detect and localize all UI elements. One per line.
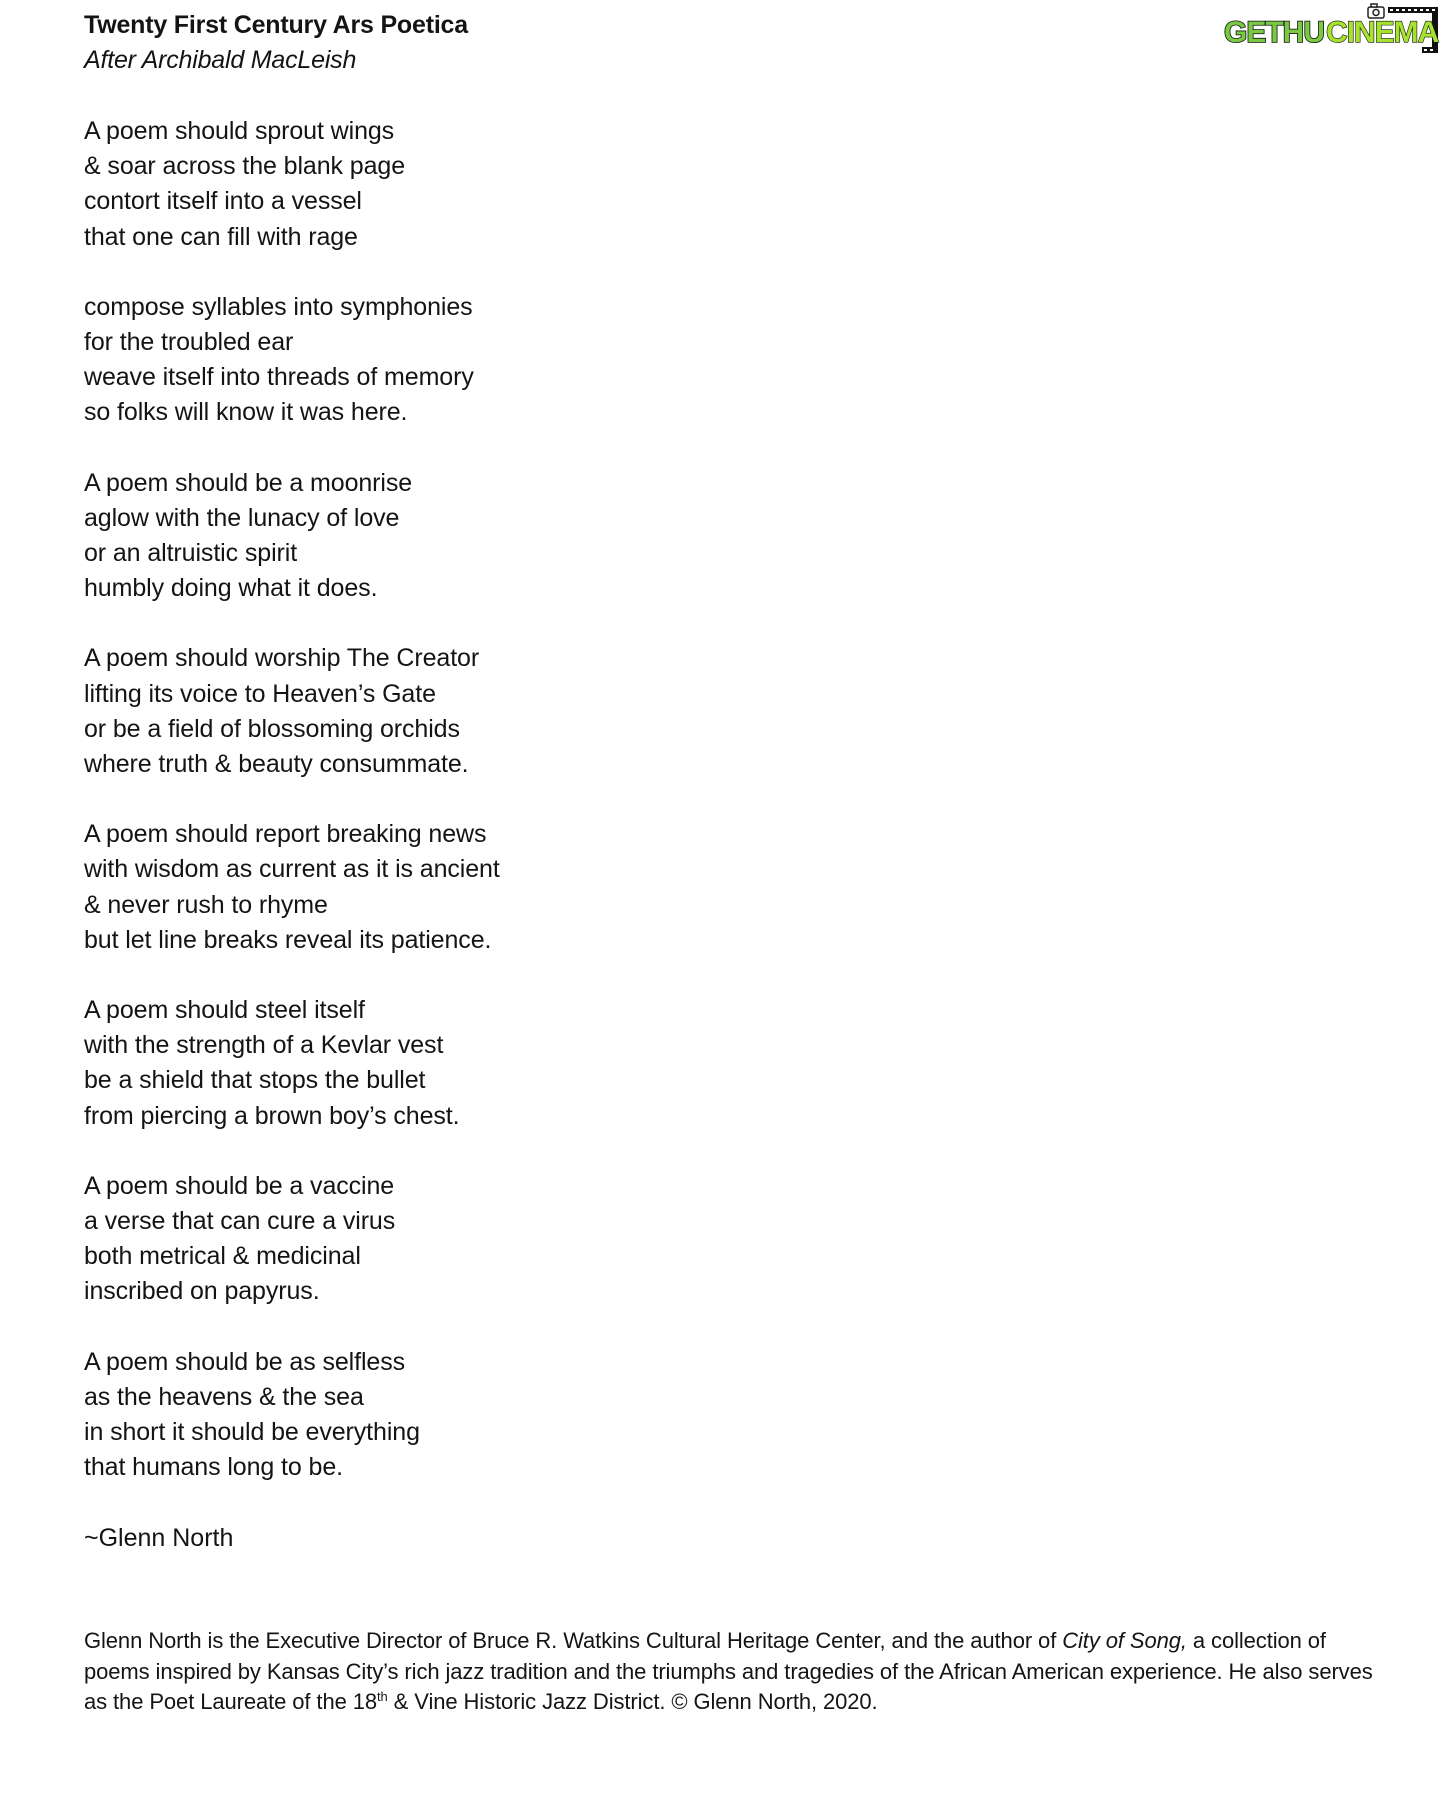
bio-superscript: th xyxy=(377,1689,388,1704)
bio-text-part3: & Vine Historic Jazz District. © Glenn North, 2020. xyxy=(387,1689,878,1714)
poem-line: both metrical & medicinal xyxy=(84,1242,361,1271)
poem-line: humbly doing what it does. xyxy=(84,574,378,603)
poem-line: or be a field of blossoming orchids xyxy=(84,714,460,743)
poem-line: contort itself into a vessel xyxy=(84,187,362,216)
poem-line: A poem should be a moonrise xyxy=(84,468,413,497)
poem-line: be a shield that stops the bullet xyxy=(84,1066,426,1095)
poem-line: in short it should be everything xyxy=(84,1418,420,1447)
poem-stanza xyxy=(84,1345,500,1486)
poem-subtitle: After Archibald MacLeish xyxy=(84,46,357,74)
poem-line: so folks will know it was here. xyxy=(84,398,408,427)
poem-line: that one can fill with rage xyxy=(84,222,358,251)
poem-line: & never rush to rhyme xyxy=(84,890,328,919)
poem-line: A poem should be as selfless xyxy=(84,1347,406,1376)
poem-line: aglow with the lunacy of love xyxy=(84,503,400,532)
logo-text-right: CINEMA xyxy=(1326,16,1439,49)
poem-line: for the troubled ear xyxy=(84,328,294,357)
poem-line: & soar across the blank page xyxy=(84,152,406,181)
poem-stanza xyxy=(84,817,500,958)
poem-stanza xyxy=(84,114,500,255)
poem-line: but let line breaks reveal its patience. xyxy=(84,925,492,954)
poem-line: with the strength of a Kevlar vest xyxy=(84,1031,444,1060)
poem-line: inscribed on papyrus. xyxy=(84,1277,320,1306)
bio-book-title: City of Song, xyxy=(1062,1628,1187,1653)
bio-text-part1: Glenn North is the Executive Director of Bruce R. Watkins Cultural Heritage Center, and the author of xyxy=(84,1628,1063,1653)
poem-signature: ~Glenn North xyxy=(84,1523,234,1552)
poem-line: as the heavens & the sea xyxy=(84,1382,364,1411)
gethu-cinema-logo xyxy=(1222,2,1440,58)
poem-line: A poem should sprout wings xyxy=(84,117,395,145)
poem-line: A poem should worship The Creator xyxy=(84,644,480,673)
bio-text-part2: a collection of poems inspired by Kansas City’s rich jazz tradition and the triumphs and tragedies of the African American experience. He also serves as the Poet Laureate of the 18 xyxy=(84,1628,1373,1714)
author-bio xyxy=(84,1626,1384,1718)
poem-line: that humans long to be. xyxy=(84,1453,343,1482)
poem-line: a verse that can cure a virus xyxy=(84,1207,396,1236)
poem-header xyxy=(84,8,468,78)
poem-line: compose syllables into symphonies xyxy=(84,292,473,321)
poem-stanza xyxy=(84,1169,500,1310)
poem-line: A poem should report breaking news xyxy=(84,820,487,849)
poem-title: Twenty First Century Ars Poetica xyxy=(84,11,468,39)
logo-text-left: GETHU xyxy=(1224,16,1324,49)
poem-stanza xyxy=(84,641,500,782)
poem-stanza xyxy=(84,290,500,431)
poem-stanza xyxy=(84,466,500,607)
poem-line: with wisdom as current as it is ancient xyxy=(84,855,500,884)
poem-line: A poem should be a vaccine xyxy=(84,1171,395,1200)
poem-line: where truth & beauty consummate. xyxy=(84,750,469,779)
poem-stanza xyxy=(84,993,500,1134)
poem-line: weave itself into threads of memory xyxy=(84,363,474,392)
poem-line: lifting its voice to Heaven’s Gate xyxy=(84,679,436,708)
poem-line: A poem should steel itself xyxy=(84,996,365,1025)
poem-line: or an altruistic spirit xyxy=(84,539,298,568)
poem-body xyxy=(84,114,500,1556)
poem-line: from piercing a brown boy’s chest. xyxy=(84,1101,460,1130)
